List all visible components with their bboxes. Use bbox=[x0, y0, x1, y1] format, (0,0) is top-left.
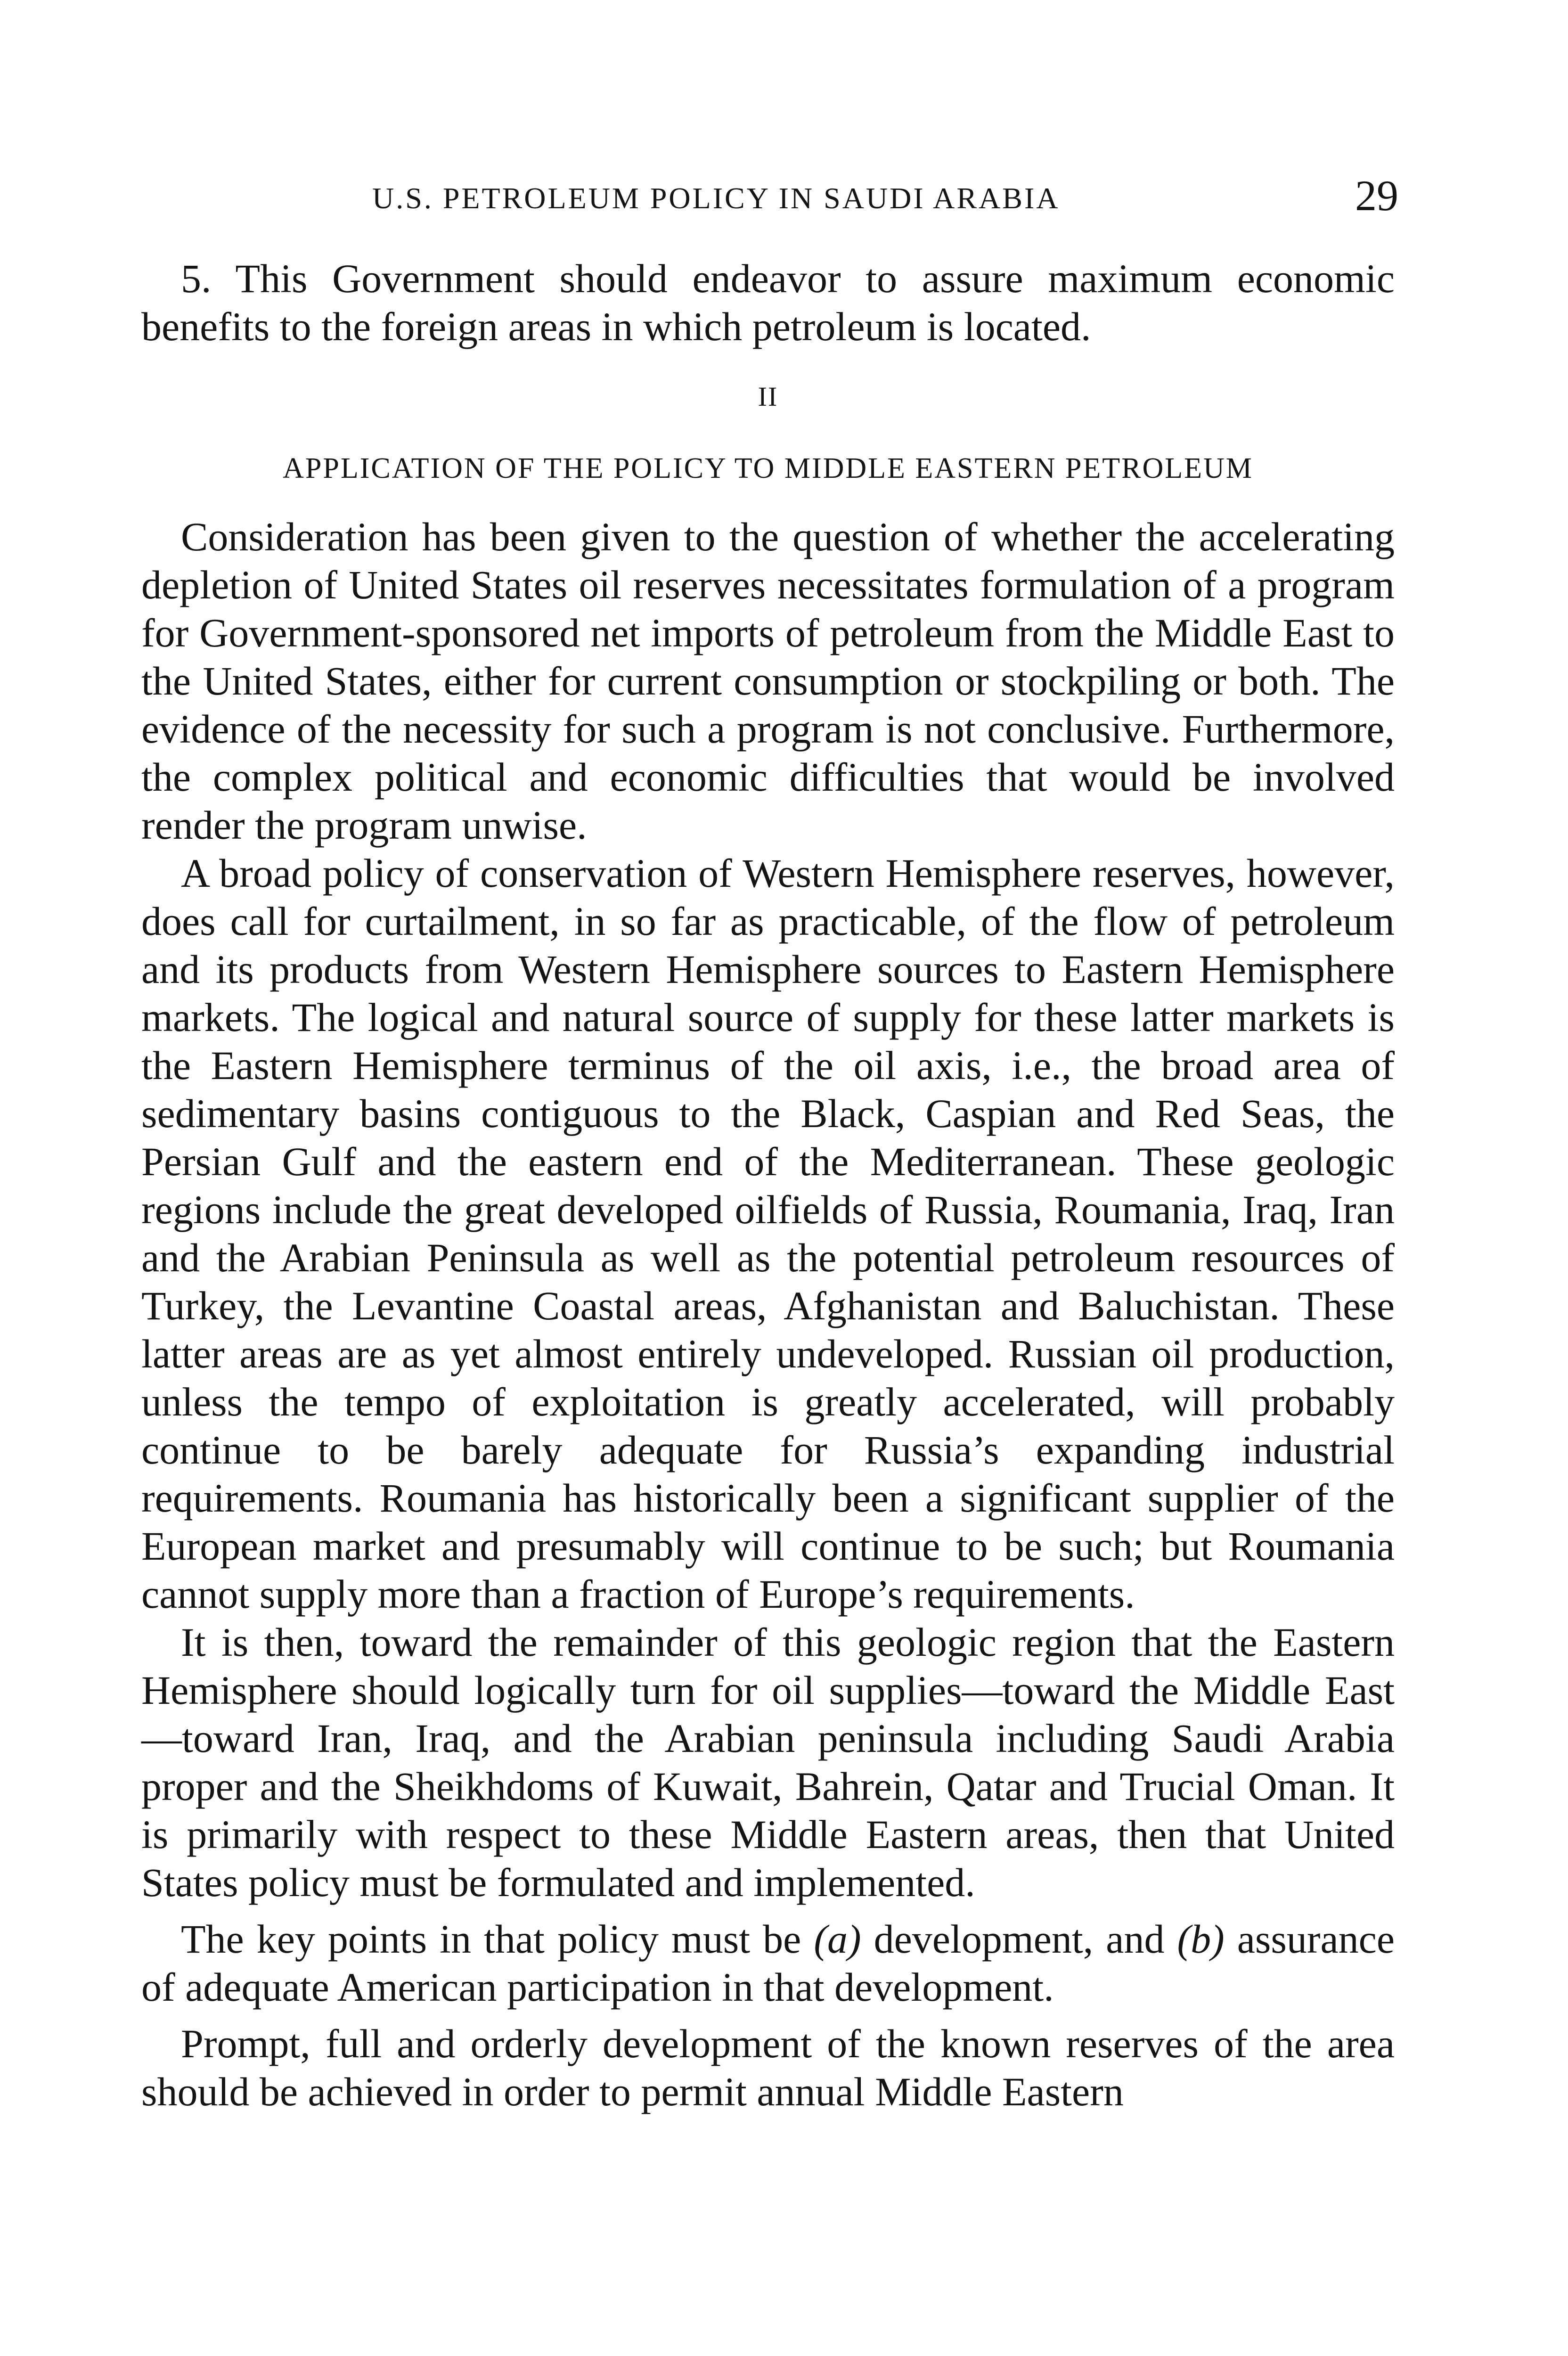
running-head-title: U.S. PETROLEUM POLICY IN SAUDI ARABIA bbox=[372, 181, 1060, 215]
key-points-lead: The key points in that policy must be bbox=[181, 1916, 814, 1962]
paragraph-key-points bbox=[141, 1915, 1395, 2011]
page-number: 29 bbox=[1355, 172, 1398, 220]
key-points-middle: development, and bbox=[861, 1916, 1177, 1962]
paragraph-remainder-region: It is then, toward the remainder of this geologic region that the Eastern Hemisphere should logically turn for oil supplies—toward the Middle East—toward Iran, Iraq, and the Arabian peninsula including Saudi Arabia proper and the Sheikhdoms of Kuwait, Bahrein, Qatar and Trucial Oman. It is primarily with respect to these Middle Eastern areas, then that United States policy must be formulated and implemented. bbox=[141, 1620, 1395, 1905]
key-points-tail: assurance of adequate American participation in that development. bbox=[141, 1916, 1395, 2010]
section-number: II bbox=[758, 381, 778, 412]
section-heading: APPLICATION OF THE POLICY TO MIDDLE EASTERN PETROLEUM bbox=[283, 452, 1253, 484]
running-head bbox=[141, 171, 1398, 222]
paragraph-broad-policy: A broad policy of conservation of Western Hemisphere reserves, however, does call for curtailment, in so far as practicable, of the flow of petroleum and its products from Western Hemisphere sources to Eastern Hemisphere markets. The logical and natural source of supply for these latter markets is the Eastern Hemisphere terminus of the oil axis, i.e., the broad area of sedimentary basins contiguous to the Black, Caspian and Red Seas, the Persian Gulf and the eastern end of the Mediterranean. These geologic regions include the great developed oilfields of Russia, Roumania, Iraq, Iran and the Arabian Peninsula as well as the potential petroleum resources of Turkey, the Levantine Coastal areas, Afghanistan and Baluchistan. These latter areas are as yet almost entirely undeveloped. Russian oil production, unless the tempo of exploitation is greatly accelerated, will probably continue to be barely adequate for Russia’s expanding industrial requirements. Roumania has historically been a significant supplier of the European market and presumably will continue to be such; but Roumania cannot supply more than a fraction of Europe’s requirements. bbox=[141, 851, 1395, 1617]
key-point-a-marker: (a) bbox=[814, 1916, 861, 1962]
paragraph-consideration: Consideration has been given to the question of whether the accelerating depletion of United States oil reserves necessitates formulation of a program for Government-sponsored net imports of petroleum from the Middle East to the United States, either for current consumption or stockpiling or both. The evidence of the necessity for such a program is not conclusive. Furthermore, the complex political and economic difficulties that would be involved render the program unwise. bbox=[141, 514, 1395, 848]
body-text bbox=[141, 254, 1395, 2116]
key-point-b-marker: (b) bbox=[1177, 1916, 1225, 1962]
intro-paragraph: 5. This Government should endeavor to assure maximum economic benefits to the foreign areas in which petroleum is located. bbox=[141, 256, 1395, 349]
paragraph-prompt-development: Prompt, full and orderly development of the known reserves of the area should be achieved in order to permit annual Middle Eastern bbox=[141, 2021, 1395, 2114]
